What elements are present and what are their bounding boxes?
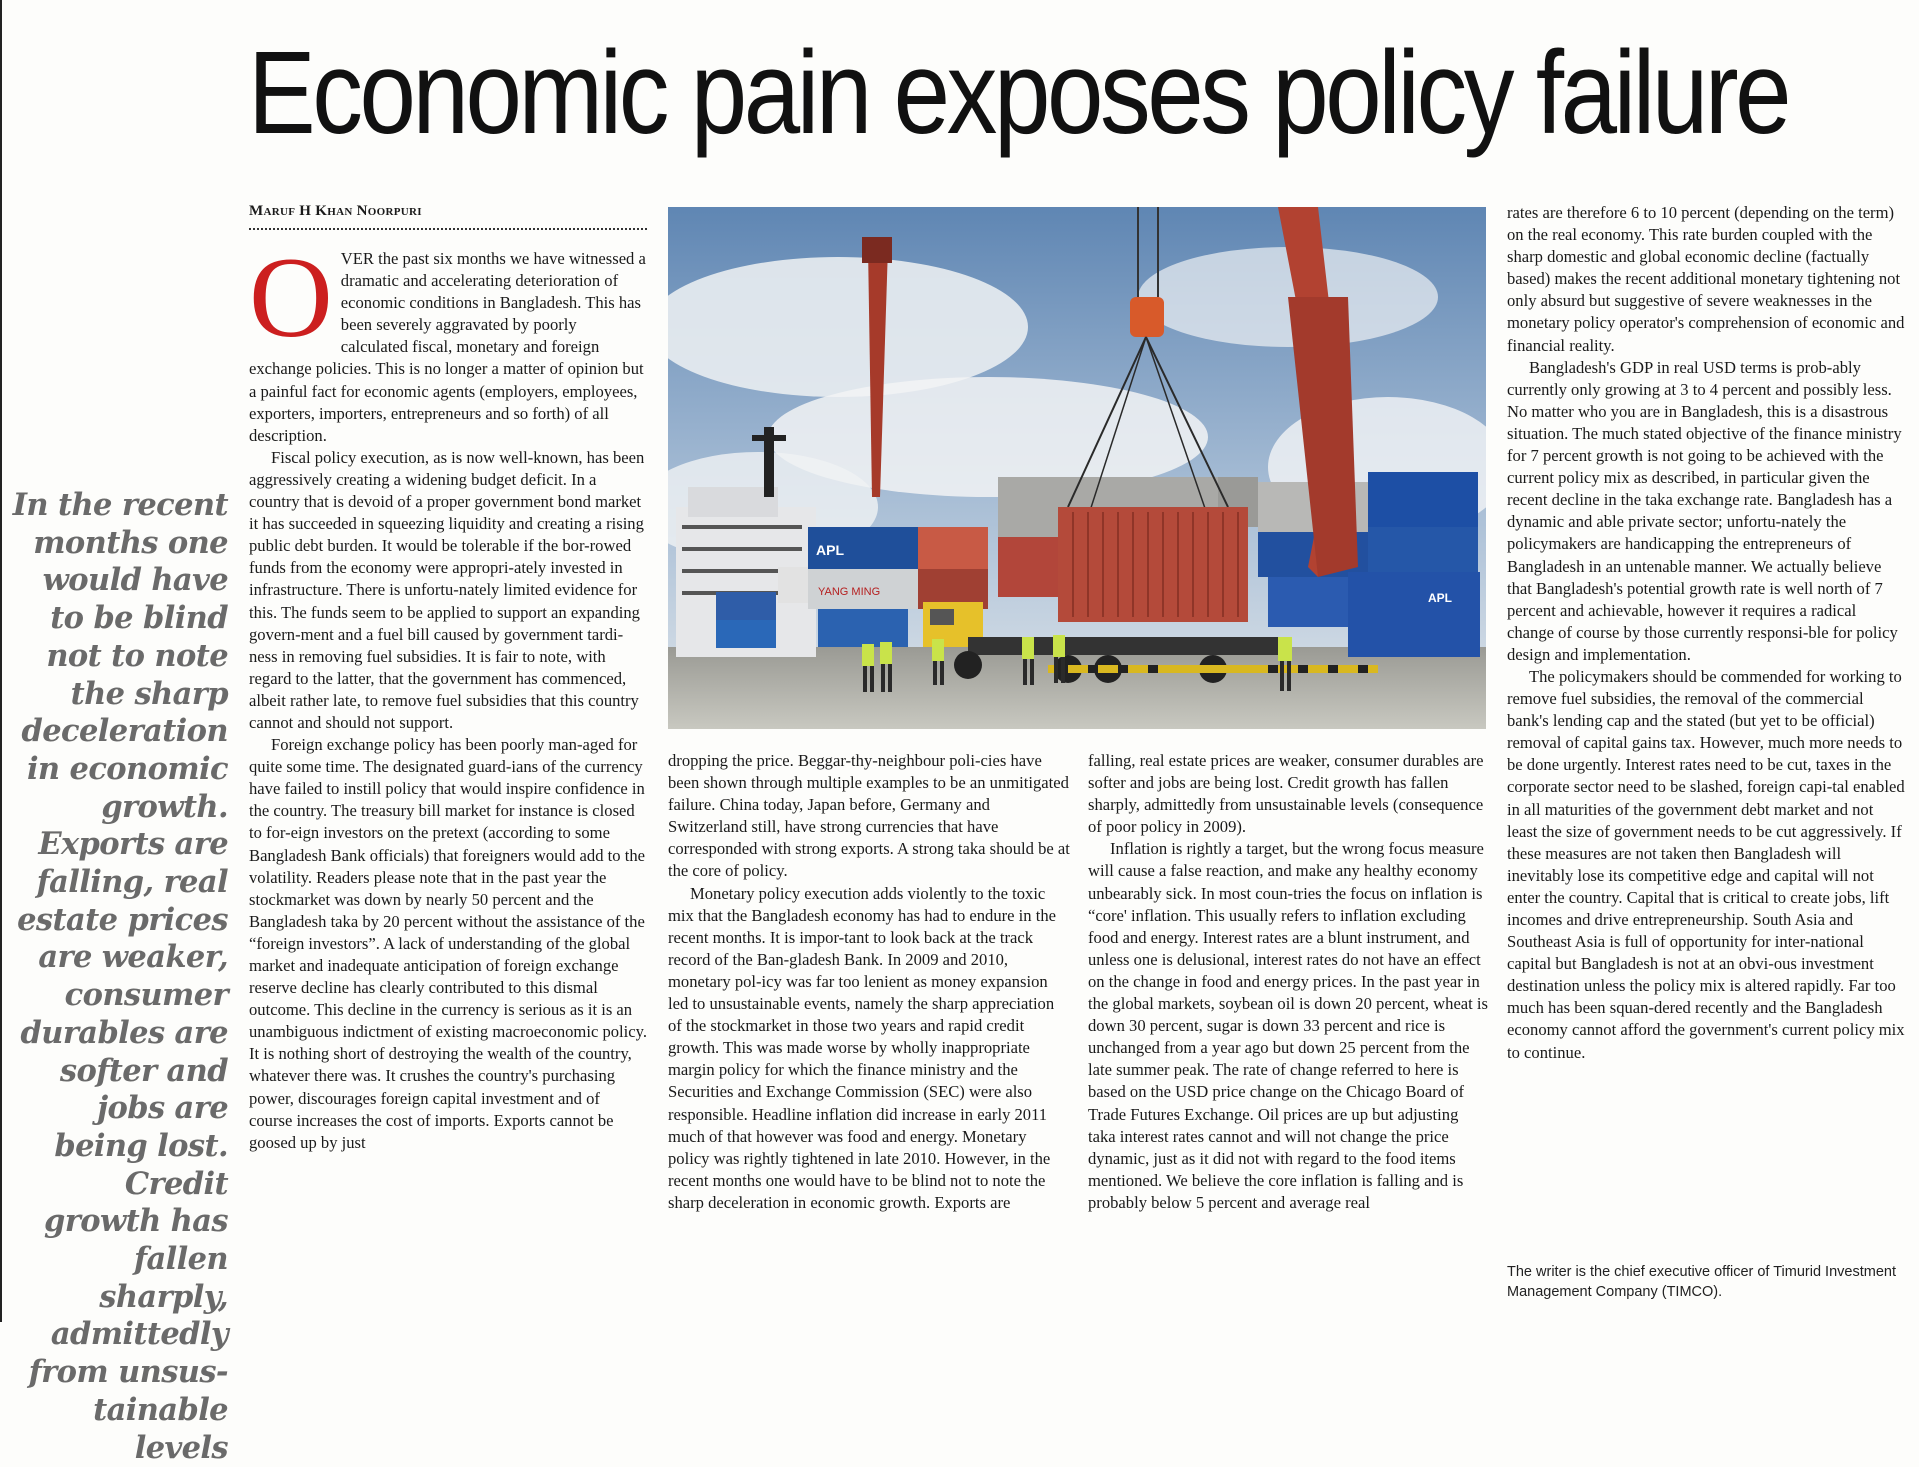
container-label: APL: [816, 542, 844, 558]
drop-cap: O: [249, 248, 333, 362]
pull-quote: In the recent months one would have to be blind not to note the sharp deceleration in economic growth. Exports are falling, real estate prices are weaker, consumer durables are softer and jobs are being lost. Credit growth has fallen sharply, admittedly from unsus-tainable levels: [12, 487, 228, 1466]
paragraph: OVER the past six months we have witnessed a dramatic and accelerating deterioration of economic conditions in Bangladesh. This has been severely aggravated by poorly calculated fiscal, monetary and foreign exchange policies. This is no longer a matter of opinion but a painful fact for economic agents (employers, employees, exporters, importers, entrepreneurs and so forth) of all description.: [249, 248, 646, 445]
author-footnote: The writer is the chief executive officer of Timurid Investment Management Company (TIMCO).: [1507, 1264, 1896, 1300]
article-column-4: [1507, 202, 1907, 1240]
paragraph: Foreign exchange policy has been poorly man-aged for quite some time. The designated guard-ians of the currency have failed to instill policy that would inspire confidence in the country. The treasury bill market for instance is closed to for-eign investors on the pretext (according to some Bangladesh Bank officials) that foreigners would add to the volatility. Readers please note that in the past year the stockmarket was down by nearly 50 percent and the Bangladesh taka by 20 percent without the assistance of the “foreign investors”. A lack of understanding of the global market and inadequate anticipation of foreign exchange reserve decline has clearly contributed to this dismal outcome. This decline in the currency is serious as it is an unambiguous indictment of existing macroeconomic policy. It is nothing short of destroying the wealth of the country, whatever there was. It crushes the country's purchasing power, discourages foreign capital investment and of course increases the cost of imports. Exports cannot be goosed up by just: [249, 735, 647, 1152]
article-column-3: [1088, 750, 1488, 1310]
paragraph: Monetary policy execution adds violently to the toxic mix that the Bangladesh economy has had to endure in the recent months. It is impor-tant to look back at the track record of the Ban-gladesh Bank. In 2009 and 2010, monetary pol-icy was far too lenient as money expansion led to unsustainable events, namely the sharp appreciation of the stockmarket in those two years and rapid credit growth. This was made worse by wholly inappropriate margin policy for which the finance ministry and the Securities and Exchange Commission (SEC) were also responsible. Headline inflation did increase in early 2011 much of that however was food and energy. Monetary policy was rightly tightened in late 2010. However, in the recent months one would have to be blind not to note the sharp deceleration in economic growth. Exports are: [668, 883, 1057, 1212]
paragraph: Fiscal policy execution, as is now well-known, has been aggressively creating a widening budget deficit. In a country that is devoid of a proper government bond market it has succeeded in squeezing liquidity and creating a rising public debt burden. It would be tolerable if the bor-rowed funds from the economy were appropri-ately invested in infrastructure. There is unfortu-nately limited evidence for this. The funds seem to be applied to support an expanding govern-ment and a fuel bill caused by government tardi-ness in removing fuel subsidies. It is fair to note, with regard to the latter, that the government has commenced, albeit rather late, to remove fuel subsidies that this country cannot and should not support.: [249, 447, 645, 732]
paragraph: The policymakers should be commended for working to remove fuel subsidies, the removal of the commercial bank's lending cap and the stated (but yet to be official) removal of capital gains tax. However, much more needs to be done urgently. Interest rates need to be cut, taxes in the corporate sector need to be slashed, foreign capi-tal enabled in all maturities of the government debt market and not least the size of government needs to be cut aggressively. If these measures are not taken then Bangladesh will inevitably lose its competitive edge and capital will not enter the country. Capital that is critical to create jobs, lift incomes and drive entrepreneurship. South Asia and Southeast Asia is full of opportunity for inter-national capital but Bangladesh is not at an obvi-ous investment destination unless the policy mix is altered rapidly. Far too much has been squan-dered recently and the Bangladesh economy cannot afford the government's current policy mix to continue.: [1507, 666, 1905, 1062]
paragraph: Bangladesh's GDP in real USD terms is prob-ably currently only growing at 3 to 4 percent and possibly less. No matter who you are in Bangladesh, this is a disastrous situation. The much stated objective of the finance ministry for 7 percent growth is not going to be achieved with the current policy mix as described, in particular given the recent decline in the taka exchange rate. Bangladesh has a dynamic and able private sector; unfortu-nately the policymakers are handicapping the entrepreneurs of Bangladesh in an untenable manner. We actually believe that Bangladesh's potential growth rate is well north of 7 percent and achievable, however it requires a radical change of course by those currently responsi-ble for policy design and implementation.: [1507, 357, 1902, 664]
paragraph: rates are therefore 6 to 10 percent (depending on the term) on the real economy. This rate burden coupled with the sharp domestic and global economic decline (factually based) makes the recent additional monetary tightening not only absurd but suggestive of severe weaknesses in the monetary policy operator's comprehension of economic and financial reality.: [1507, 203, 1905, 355]
article-column-1: [249, 248, 647, 1308]
paragraph: dropping the price. Beggar-thy-neighbour poli-cies have been shown through multiple examples to be an unmitigated failure. China today, Japan before, Germany and Switzerland still, have strong currencies that have corresponded with strong exports. A strong taka should be at the core of policy.: [668, 751, 1070, 881]
port-cranes-photo: [668, 207, 1486, 729]
page-left-rule: [0, 0, 2, 1322]
article-column-2: [668, 750, 1070, 1310]
paragraph: falling, real estate prices are weaker, consumer durables are softer and jobs are being lost. Credit growth has fallen sharply, admittedly from unsustainable levels (consequence of poor policy in 2009).: [1088, 751, 1484, 837]
container-label: APL: [1428, 591, 1452, 605]
paragraph: Inflation is rightly a target, but the wrong focus measure will cause a false reaction, and make any healthy economy unbearably sick. In most coun-tries the focus on inflation is “core' inflation. This usually refers to inflation excluding food and energy. Interest rates are a blunt instrument, and unless one is delusional, interest rates do not have an effect on the change in food and energy prices. In the past year in the global markets, soybean oil is down 20 percent, wheat is down 30 percent, sugar is down 33 percent and rice is unchanged from a year ago but down 25 percent from the late summer peak. The rate of change referred to here is based on the USD price change on the Chicago Board of Trade Futures Exchange. Oil prices are up but adjusting taka interest rates cannot and will not change the price dynamic, just as it did not with regard to the food items mentioned. We believe the core inflation is falling and is probably below 5 percent and average real: [1088, 839, 1488, 1212]
byline: Maruf H Khan Noorpuri: [249, 203, 647, 230]
container-label: YANG MING: [818, 586, 881, 598]
headline: Economic pain exposes policy failure: [248, 27, 1789, 159]
